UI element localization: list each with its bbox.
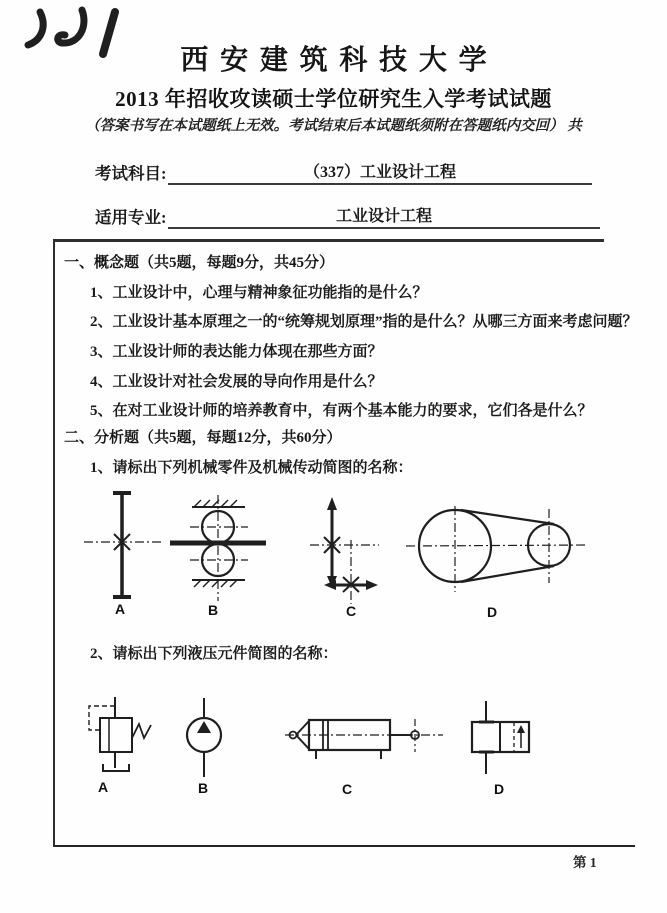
- hyd-diagram-label-c: C: [341, 781, 353, 797]
- major-label: 适用专业:: [95, 208, 167, 227]
- hyd-diagram-a-relief-valve: [89, 697, 151, 771]
- mech-diagram-label-b: B: [207, 602, 219, 618]
- exam-title: 2013 年招收攻读硕士学位研究生入学考试试题: [115, 87, 552, 111]
- box-border-bottom: [55, 845, 635, 848]
- section2-question-2: 2、请标出下列液压元件简图的名称：: [90, 646, 338, 662]
- mech-diagram-label-c: C: [345, 603, 357, 619]
- hyd-diagram-label-b: B: [197, 780, 209, 796]
- hyd-diagram-c-cylinder: [285, 719, 443, 759]
- mech-diagram-d-belt-drive: [406, 506, 588, 592]
- university-title: 西安建筑科技大学: [180, 45, 499, 76]
- hyd-diagram-b-pump: [187, 698, 221, 777]
- hyd-diagram-label-d: D: [493, 781, 505, 797]
- mech-diagram-label-d: D: [486, 604, 498, 620]
- mech-diagram-a-gear-shaft: [84, 493, 162, 597]
- section2-heading: 二、分析题（共5题，每题12分，共60分）: [64, 430, 342, 446]
- hyd-diagram-label-a: A: [97, 779, 109, 795]
- hyd-diagram-d-directional-valve: [472, 701, 529, 774]
- section1-question-1: 1、工业设计中，心理与精神象征功能指的是什么？: [90, 285, 428, 301]
- mechanical-diagrams: [72, 485, 642, 620]
- subject-label: 考试科目:: [95, 164, 167, 183]
- section2-question-1: 1、请标出下列机械零件及机械传动简图的名称：: [90, 460, 413, 476]
- subject-value: （337）工业设计工程: [168, 159, 592, 185]
- section1-question-3: 3、工业设计师的表达能力体现在那些方面？: [90, 344, 383, 360]
- major-value: 工业设计工程: [168, 203, 600, 229]
- section1-question-4: 4、工业设计对社会发展的导向作用是什么？: [90, 374, 383, 390]
- mech-diagram-b-friction-wheels: [170, 495, 266, 601]
- mech-diagram-label-a: A: [114, 601, 126, 617]
- question-area-box: [53, 239, 667, 847]
- hydraulic-diagrams: [82, 693, 547, 778]
- section1-heading: 一、概念题（共5题，每题9分，共45分）: [64, 255, 335, 271]
- section1-question-5: 5、在对工业设计师的培养教育中，有两个基本能力的要求，它们各是什么？: [90, 403, 593, 419]
- page-number: 第 1: [573, 855, 597, 870]
- mech-diagram-c-intersecting-shafts: [310, 497, 379, 604]
- section1-question-2: 2、工业设计基本原理之一的“统筹规划原理”指的是什么？从哪三方面来考虑问题？: [90, 314, 638, 330]
- exam-notice: （答案书写在本试题纸上无效。考试结束后本试题纸须附在答题纸内交回） 共: [85, 118, 582, 134]
- box-border-top: [55, 239, 604, 242]
